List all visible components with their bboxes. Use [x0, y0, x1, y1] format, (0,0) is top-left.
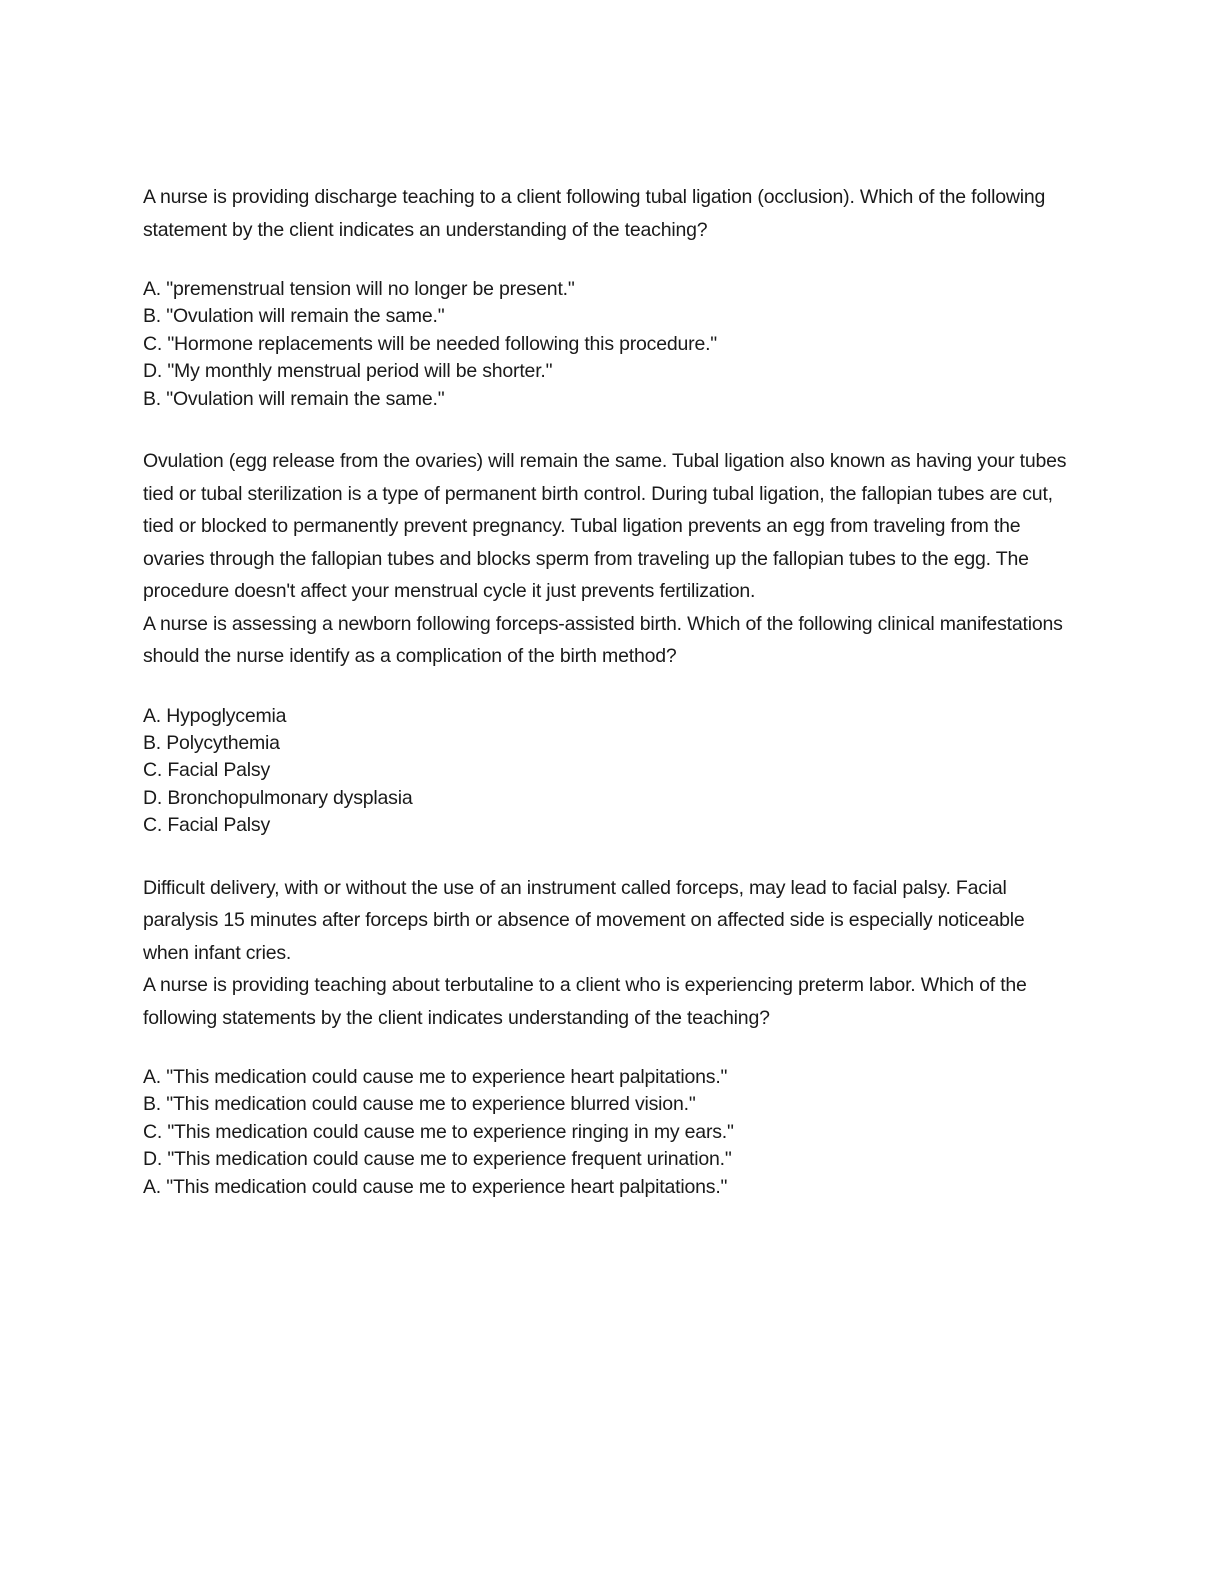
question-1-stem: A nurse is providing discharge teaching to a client following tubal ligation (occlusion). Which of the following statement by the client indicates an understanding of the teaching?	[143, 186, 1046, 241]
question-2-option-a: A. Hypoglycemia	[143, 704, 287, 727]
question-3-answer: A. "This medication could cause me to experience heart palpitations."	[143, 1175, 728, 1198]
question-3-stem: A nurse is providing teaching about terbutaline to a client who is experiencing preterm labor. Which of the following statements by the client indicates understanding of the teaching?	[143, 974, 1027, 1029]
question-3-option-b: B. "This medication could cause me to experience blurred vision."	[143, 1093, 696, 1116]
question-1-option-d: D. "My monthly menstrual period will be shorter."	[143, 360, 553, 383]
question-2-option-b: B. Polycythemia	[143, 731, 280, 754]
question-2-answer: C. Facial Palsy	[143, 814, 271, 837]
question-3-option-a: A. "This medication could cause me to experience heart palpitations."	[143, 1066, 728, 1089]
document-content	[143, 181, 1073, 1201]
question-2-rationale: Difficult delivery, with or without the use of an instrument called forceps, may lead to facial palsy. Facial paralysis 15 minutes after forceps birth or absence of movement on affected side is especially noticeable when infant cries.	[143, 876, 1025, 964]
question-3-options	[143, 1064, 1073, 1201]
question-1-option-c: C. "Hormone replacements will be needed following this procedure."	[143, 332, 718, 355]
question-1-option-a: A. "premenstrual tension will no longer be present."	[143, 278, 575, 300]
question-1-rationale: Ovulation (egg release from the ovaries) will remain the same. Tubal ligation also known as having your tubes tied or tubal sterilization is a type of permanent birth control. During tubal ligation, the fallopian tubes are cut, tied or blocked to permanently prevent pregnancy. Tubal ligation prevents an egg from traveling from the ovaries through the fallopian tubes and blocks sperm from traveling up the fallopian tubes to the egg. The procedure doesn't affect your menstrual cycle it just prevents fertilization.	[143, 450, 1067, 603]
question-2-options	[143, 703, 1073, 840]
question-1-options	[143, 276, 1073, 413]
question-2-option-c: C. Facial Palsy	[143, 759, 271, 782]
question-1-option-b: B. "Ovulation will remain the same."	[143, 305, 445, 328]
question-1-answer: B. "Ovulation will remain the same."	[143, 387, 445, 410]
question-2-stem: A nurse is assessing a newborn following forceps-assisted birth. Which of the following clinical manifestations should the nurse identify as a complication of the birth method?	[143, 612, 1063, 668]
question-3-option-c: C. "This medication could cause me to experience ringing in my ears."	[143, 1120, 734, 1143]
question-2-option-d: D. Bronchopulmonary dysplasia	[143, 786, 413, 809]
question-3-option-d: D. "This medication could cause me to experience frequent urination."	[143, 1148, 732, 1171]
